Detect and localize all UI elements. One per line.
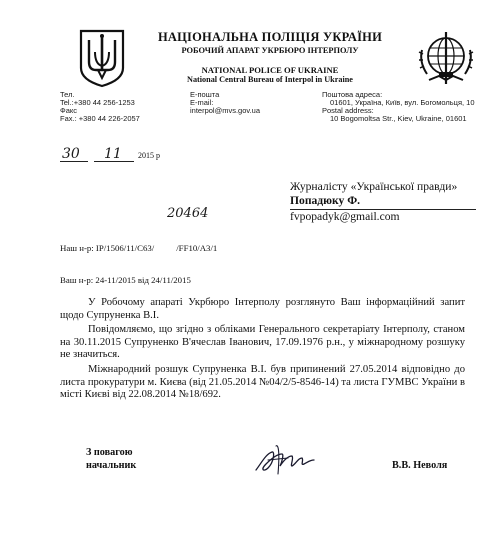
date-month: 11 [104,146,122,162]
closing-line1: З повагою [86,447,133,458]
signatory-name: В.В. Неволя [392,460,448,471]
your-ref: Ваш н-р: 24-11/2015 від 24/11/2015 [60,274,191,285]
body-paragraph-2: Повідомляємо, що згідно з обліками Генерального секретаріату Інтерполу, станом на 30.11.2015 Супруненко В'ячеслав Іванович, 17.09.1976 р.н., у міжнародному розшуку не значиться. [60,324,465,361]
contact-phone [60,91,180,123]
letter-body [60,297,465,404]
tel-value: Tel.:+380 44 256-1253 [60,98,135,107]
fax-value: Fax.: +380 44 226-2057 [60,114,140,123]
contact-email [190,91,310,115]
interpol-emblem [417,30,475,88]
interpol-globe-icon [417,30,475,88]
recipient-block [290,180,490,224]
our-ref: Наш н-р: IP/1506/11/C63/ /FF10/A3/1 [60,243,218,253]
subtitle-en: National Central Bureau of Interpol in Ukraine [187,75,353,84]
date-line [60,148,160,168]
email-label-ua: E-пошта [190,90,220,99]
subtitle-ua: РОБОЧИЙ АПАРАТ УКРБЮРО ІНТЕРПОЛУ [181,46,359,55]
title-en: NATIONAL POLICE OF UKRAINE [201,65,339,75]
email-value: interpol@mvs.gov.ua [190,106,261,115]
refs-block [60,222,280,296]
closing-block [86,447,136,472]
address-value-ua: 01601, Україна, Київ, вул. Богомольця, 10 [330,98,475,107]
tel-label: Тел. [60,90,75,99]
closing-line2: начальник [86,459,137,471]
body-paragraph-1: У Робочому апараті Укрбюро Інтерполу розглянуто Ваш інформаційний запит щодо Супруненка В.І. [60,297,465,321]
signature-icon [248,440,318,480]
body-paragraph-3: Міжнародний розшук Супруненка В.І. був припинений 27.05.2014 відповідно до листа прокуратури м. Києва (від 21.05.2014 №04/2/5-8546-14) та листа ГУМВС України в місті Києві від 22.08.2014 №18/692. [60,363,465,401]
trident-emblem [76,28,128,88]
date-month-underline [94,161,134,162]
recipient-line1: Журналісту «Української правди» [290,180,458,193]
address-label-ua: Поштова адреса: [322,90,383,99]
trident-icon [76,28,128,88]
handwritten-signature [248,440,318,480]
title-ua: НАЦІОНАЛЬНА ПОЛІЦІЯ УКРАЇНИ [157,30,383,44]
date-year: 2015 р [138,151,160,160]
date-day-underline [60,161,88,162]
contact-address [322,91,492,123]
fax-label: Факс [60,106,77,115]
email-label-en: E-mail: [190,98,214,107]
recipient-email: fvpopadyk@gmail.com [290,210,400,223]
date-day: 30 [62,146,80,162]
address-value-en: 10 Bogomoltsa Str., Kiev, Ukraine, 01601 [330,114,467,123]
handwritten-number: 20464 [167,206,209,221]
recipient-line2: Попадюку Ф. [290,194,361,207]
address-label-en: Postal address: [322,106,374,115]
